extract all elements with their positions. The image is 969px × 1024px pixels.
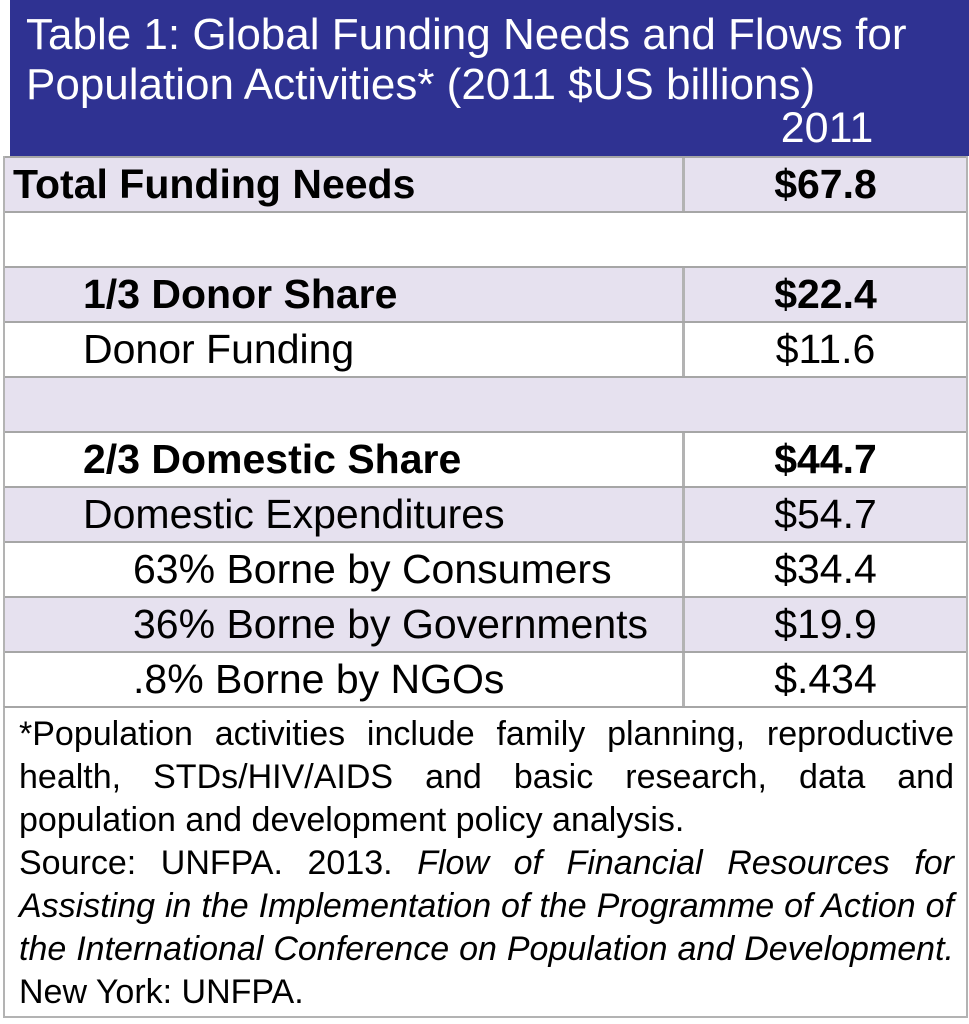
row-value: $34.4	[774, 546, 877, 592]
footnote-source-prefix: Source: UNFPA. 2013.	[19, 844, 418, 882]
table-title-line-1: Table 1: Global Funding Needs and Flows for	[26, 10, 907, 59]
table-footnote	[3, 706, 968, 1018]
table-body	[3, 156, 968, 706]
table-row	[5, 431, 966, 486]
row-value: $22.4	[774, 271, 877, 317]
footnote-source-suffix: New York: UNFPA.	[19, 973, 304, 1011]
row-value: $67.8	[774, 161, 877, 207]
row-value: $11.6	[775, 326, 876, 372]
table-row	[5, 156, 966, 211]
table-row	[5, 651, 966, 706]
table-row	[5, 266, 966, 321]
table-row	[5, 321, 966, 376]
table-header	[10, 0, 969, 156]
row-label	[5, 213, 966, 266]
row-label: 2/3 Domestic Share	[5, 433, 685, 486]
row-value: $.434	[774, 656, 877, 702]
row-value: $54.7	[774, 491, 877, 537]
row-value: $19.9	[774, 601, 877, 647]
footnote-definition: *Population activities include family planning, reproductive health, STDs/HIV/AIDS and basic research, data and population and development policy analysis.	[19, 715, 954, 839]
table-row	[5, 211, 966, 266]
table-title	[10, 0, 969, 110]
row-label: Domestic Expenditures	[5, 488, 685, 541]
table-title-line-2: Population Activities* (2011 $US billions)	[26, 60, 816, 109]
row-value: $44.7	[774, 436, 877, 482]
row-label	[5, 378, 966, 431]
table-row	[5, 486, 966, 541]
footnote-source	[19, 842, 954, 1014]
table-row	[5, 541, 966, 596]
table-row	[5, 376, 966, 431]
year-column-header: 2011	[780, 104, 874, 152]
row-label: Donor Funding	[5, 323, 685, 376]
row-label: 36% Borne by Governments	[5, 598, 685, 651]
row-label: 63% Borne by Consumers	[5, 543, 685, 596]
table-row	[5, 596, 966, 651]
row-label: 1/3 Donor Share	[5, 268, 685, 321]
row-label: Total Funding Needs	[5, 158, 685, 211]
row-label: .8% Borne by NGOs	[5, 653, 685, 706]
footnote-source-title: Flow of Financial Resources for Assisting in the Implementation of the Programme of Action of the International Conference on Population and Development.	[19, 844, 955, 968]
